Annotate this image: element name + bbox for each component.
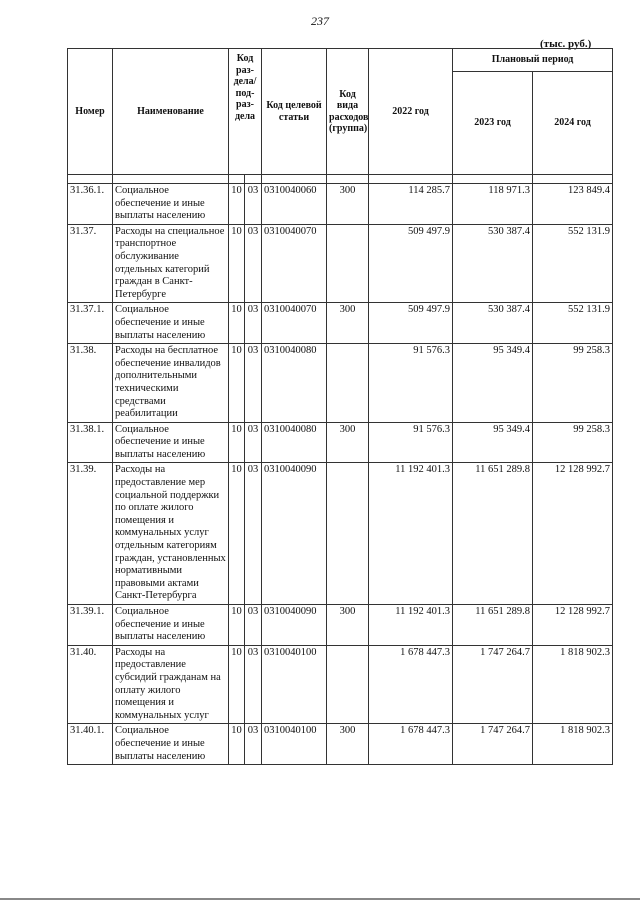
row-expense-code: 300 (327, 422, 369, 463)
row-subsection: 03 (245, 303, 262, 344)
row-value-2024: 99 258.3 (533, 422, 613, 463)
row-name: Социальное обеспечение и иные выплаты населению (113, 303, 229, 344)
row-name: Социальное обеспечение и иные выплаты населению (113, 422, 229, 463)
row-number: 31.39.1. (68, 605, 113, 646)
row-name: Расходы на предоставление мер социальной поддержки по оплате жилого помещения и коммунальных услуг отдельным категориям граждан, установленных нормативными правовыми актами Санкт-Петербурга (113, 463, 229, 605)
row-value-2024: 12 128 992.7 (533, 605, 613, 646)
row-expense-code: 300 (327, 724, 369, 765)
row-expense-code (327, 344, 369, 423)
row-subsection: 03 (245, 605, 262, 646)
row-subsection: 03 (245, 224, 262, 303)
header-expense-code: Код вида расходов (группа) (327, 49, 369, 175)
header-planned-period: Плановый период (453, 49, 613, 72)
row-section: 10 (229, 224, 245, 303)
row-expense-code: 300 (327, 605, 369, 646)
row-number: 31.40. (68, 645, 113, 724)
row-value-2022: 91 576.3 (369, 422, 453, 463)
row-expense-code (327, 645, 369, 724)
row-section: 10 (229, 184, 245, 225)
row-section: 10 (229, 605, 245, 646)
row-subsection: 03 (245, 422, 262, 463)
table-row (68, 224, 613, 303)
row-value-2023: 1 747 264.7 (453, 645, 533, 724)
table-body (68, 184, 613, 765)
row-target-code: 0310040060 (262, 184, 327, 225)
row-name: Расходы на специальное транспортное обслуживание отдельных категорий граждан в Санкт-Петербурге (113, 224, 229, 303)
row-number: 31.39. (68, 463, 113, 605)
row-value-2022: 11 192 401.3 (369, 605, 453, 646)
row-target-code: 0310040070 (262, 224, 327, 303)
units-label: (тыс. руб.) (540, 38, 592, 50)
row-target-code: 0310040080 (262, 422, 327, 463)
row-expense-code (327, 463, 369, 605)
row-subsection: 03 (245, 645, 262, 724)
row-number: 31.38.1. (68, 422, 113, 463)
table-row (68, 184, 613, 225)
row-target-code: 0310040100 (262, 645, 327, 724)
row-value-2022: 1 678 447.3 (369, 645, 453, 724)
row-value-2022: 114 285.7 (369, 184, 453, 225)
row-value-2023: 11 651 289.8 (453, 605, 533, 646)
header-number: Номер (68, 49, 113, 175)
row-section: 10 (229, 645, 245, 724)
page-bottom-edge (0, 898, 640, 900)
row-section: 10 (229, 463, 245, 605)
row-number: 31.37. (68, 224, 113, 303)
row-number: 31.40.1. (68, 724, 113, 765)
header-year-2022: 2022 год (369, 49, 453, 175)
table-row (68, 422, 613, 463)
header-name: Наименование (113, 49, 229, 175)
header-target-code: Код целевой статьи (262, 49, 327, 175)
row-target-code: 0310040070 (262, 303, 327, 344)
row-value-2023: 530 387.4 (453, 224, 533, 303)
row-expense-code: 300 (327, 303, 369, 344)
row-expense-code: 300 (327, 184, 369, 225)
row-number: 31.38. (68, 344, 113, 423)
row-value-2022: 509 497.9 (369, 303, 453, 344)
row-value-2023: 95 349.4 (453, 422, 533, 463)
row-target-code: 0310040080 (262, 344, 327, 423)
table-row (68, 724, 613, 765)
row-name: Расходы на бесплатное обеспечение инвалидов дополнительными техническими средствами реабилитации (113, 344, 229, 423)
row-expense-code (327, 224, 369, 303)
row-name: Социальное обеспечение и иные выплаты населению (113, 605, 229, 646)
row-value-2023: 530 387.4 (453, 303, 533, 344)
row-name: Социальное обеспечение и иные выплаты населению (113, 724, 229, 765)
row-section: 10 (229, 422, 245, 463)
row-value-2024: 99 258.3 (533, 344, 613, 423)
row-value-2024: 552 131.9 (533, 303, 613, 344)
row-name: Социальное обеспечение и иные выплаты населению (113, 184, 229, 225)
budget-table (67, 48, 613, 765)
row-subsection: 03 (245, 344, 262, 423)
row-target-code: 0310040100 (262, 724, 327, 765)
row-value-2024: 1 818 902.3 (533, 724, 613, 765)
row-value-2024: 1 818 902.3 (533, 645, 613, 724)
row-subsection: 03 (245, 184, 262, 225)
row-value-2022: 11 192 401.3 (369, 463, 453, 605)
row-subsection: 03 (245, 724, 262, 765)
row-value-2024: 552 131.9 (533, 224, 613, 303)
row-value-2023: 95 349.4 (453, 344, 533, 423)
row-value-2023: 1 747 264.7 (453, 724, 533, 765)
table-row (68, 605, 613, 646)
table-row (68, 463, 613, 605)
row-value-2022: 509 497.9 (369, 224, 453, 303)
table-row (68, 645, 613, 724)
row-value-2023: 11 651 289.8 (453, 463, 533, 605)
header-year-2023: 2023 год (453, 72, 533, 175)
row-value-2023: 118 971.3 (453, 184, 533, 225)
row-value-2022: 91 576.3 (369, 344, 453, 423)
table-row (68, 344, 613, 423)
row-subsection: 03 (245, 463, 262, 605)
row-section: 10 (229, 303, 245, 344)
row-value-2024: 123 849.4 (533, 184, 613, 225)
row-value-2022: 1 678 447.3 (369, 724, 453, 765)
row-value-2024: 12 128 992.7 (533, 463, 613, 605)
row-target-code: 0310040090 (262, 605, 327, 646)
row-target-code: 0310040090 (262, 463, 327, 605)
row-number: 31.37.1. (68, 303, 113, 344)
page-number: 237 (311, 14, 329, 28)
table-row (68, 303, 613, 344)
header-year-2024: 2024 год (533, 72, 613, 175)
row-section: 10 (229, 344, 245, 423)
row-number: 31.36.1. (68, 184, 113, 225)
header-section-code: Код раз- дела/ под- раз- дела (229, 49, 262, 175)
row-section: 10 (229, 724, 245, 765)
row-name: Расходы на предоставление субсидий гражданам на оплату жилого помещения и коммунальных услуг (113, 645, 229, 724)
